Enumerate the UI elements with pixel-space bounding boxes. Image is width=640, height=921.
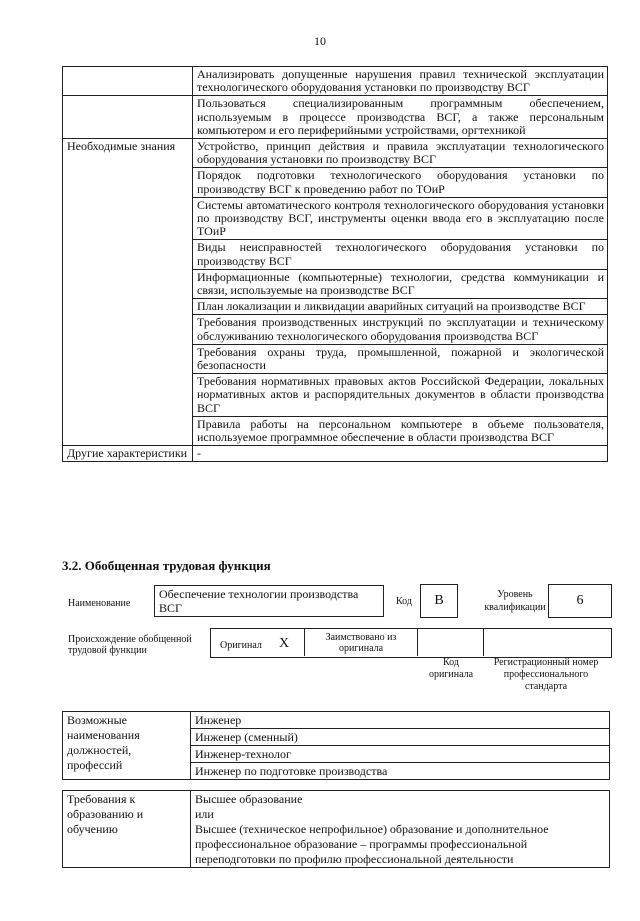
knowledge-cell: Правила работы на персональном компьютере в объеме пользователя, используемое программное обеспечение в области производства ВСГ xyxy=(193,416,608,445)
knowledge-cell: Информационные (компьютерные) технологии, средства коммуникации и связи, используемые на производстве ВСГ xyxy=(193,269,608,298)
origin-divider xyxy=(417,628,418,656)
positions-table xyxy=(62,711,610,780)
position-item: Инженер (сменный) xyxy=(191,729,610,746)
borrowed-label: Заимствовано из оригинала xyxy=(325,632,397,654)
code-label: Код xyxy=(396,596,412,607)
knowledge-cell: Требования производственных инструкций по эксплуатации и техническому обслуживанию технологического оборудования производства ВСГ xyxy=(193,315,608,344)
table-row xyxy=(63,67,608,96)
name-label: Наименование xyxy=(68,598,131,609)
knowledge-cell: Системы автоматического контроля технологического оборудования установки по производству ВСГ, инструменты оценки ввода его в эксплуатацию после ТОиР xyxy=(193,197,608,240)
education-line: Высшее образование xyxy=(195,792,303,806)
knowledge-cell: Порядок подготовки технологического оборудования установки по производству ВСГ к проведению работ по ТОиР xyxy=(193,168,608,197)
knowledge-cell: Требования охраны труда, промышленной, пожарной и экологической безопасности xyxy=(193,344,608,373)
skill-cell: Пользоваться специализированным программным обеспечением, используемым в процессе производства ВСГ, а также персональным компьютером и его периферийными устройствами, оргтехникой xyxy=(193,96,608,139)
level-value: 6 xyxy=(548,584,612,618)
table-row xyxy=(63,712,610,729)
reg-number-caption: Регистрационный номер профессионального стандарта xyxy=(493,657,599,692)
education-line: Высшее (техническое непрофильное) образование и дополнительное профессиональное образование – программы профессиональной переподготовки по профилю профессиональной деятельности xyxy=(195,822,549,866)
knowledge-table xyxy=(62,66,608,462)
knowledge-cell: План локализации и ликвидации аварийных ситуаций на производстве ВСГ xyxy=(193,299,608,315)
section-heading: 3.2. Обобщенная трудовая функция xyxy=(62,558,271,573)
origin-divider xyxy=(483,628,484,656)
knowledge-label: Необходимые знания xyxy=(63,139,193,446)
education-label: Требования к образованию и обучению xyxy=(63,791,191,868)
table-row xyxy=(63,139,608,168)
name-value: Обеспечение технологии производства ВСГ xyxy=(154,585,384,617)
original-mark: X xyxy=(279,636,290,651)
education-table xyxy=(62,790,610,868)
skills-label-cell xyxy=(63,67,193,96)
knowledge-cell: Требования нормативных правовых актов Российской Федерации, локальных нормативных актов и распорядительных документов в области производства ВСГ xyxy=(193,374,608,417)
table-row xyxy=(63,446,608,462)
code-original-caption: Код оригинала xyxy=(428,657,474,680)
positions-label: Возможные наименования должностей, профессий xyxy=(63,712,191,780)
other-label: Другие характеристики xyxy=(63,446,193,462)
education-line: или xyxy=(195,807,214,821)
position-item: Инженер xyxy=(191,712,610,729)
table-row xyxy=(63,96,608,139)
origin-label: Происхождение обобщенной трудовой функции xyxy=(68,634,192,656)
knowledge-cell: Устройство, принцип действия и правила эксплуатации технологического оборудования установки по производству ВСГ xyxy=(193,139,608,168)
table-row xyxy=(63,791,610,868)
skill-cell: Анализировать допущенные нарушения правил технической эксплуатации технологического оборудования установки по производству ВСГ xyxy=(193,67,608,96)
other-value: - xyxy=(193,446,608,462)
knowledge-cell: Виды неисправностей технологического оборудования установки по производству ВСГ xyxy=(193,240,608,269)
origin-divider xyxy=(304,628,305,656)
original-label: Оригинал xyxy=(220,640,262,651)
position-item: Инженер по подготовке производства xyxy=(191,763,610,780)
skills-label-cell xyxy=(63,96,193,139)
position-item: Инженер-технолог xyxy=(191,746,610,763)
page-number: 10 xyxy=(314,34,326,48)
code-value: B xyxy=(420,584,458,618)
education-value xyxy=(191,791,610,868)
level-label: Уровень квалификации xyxy=(484,589,546,613)
